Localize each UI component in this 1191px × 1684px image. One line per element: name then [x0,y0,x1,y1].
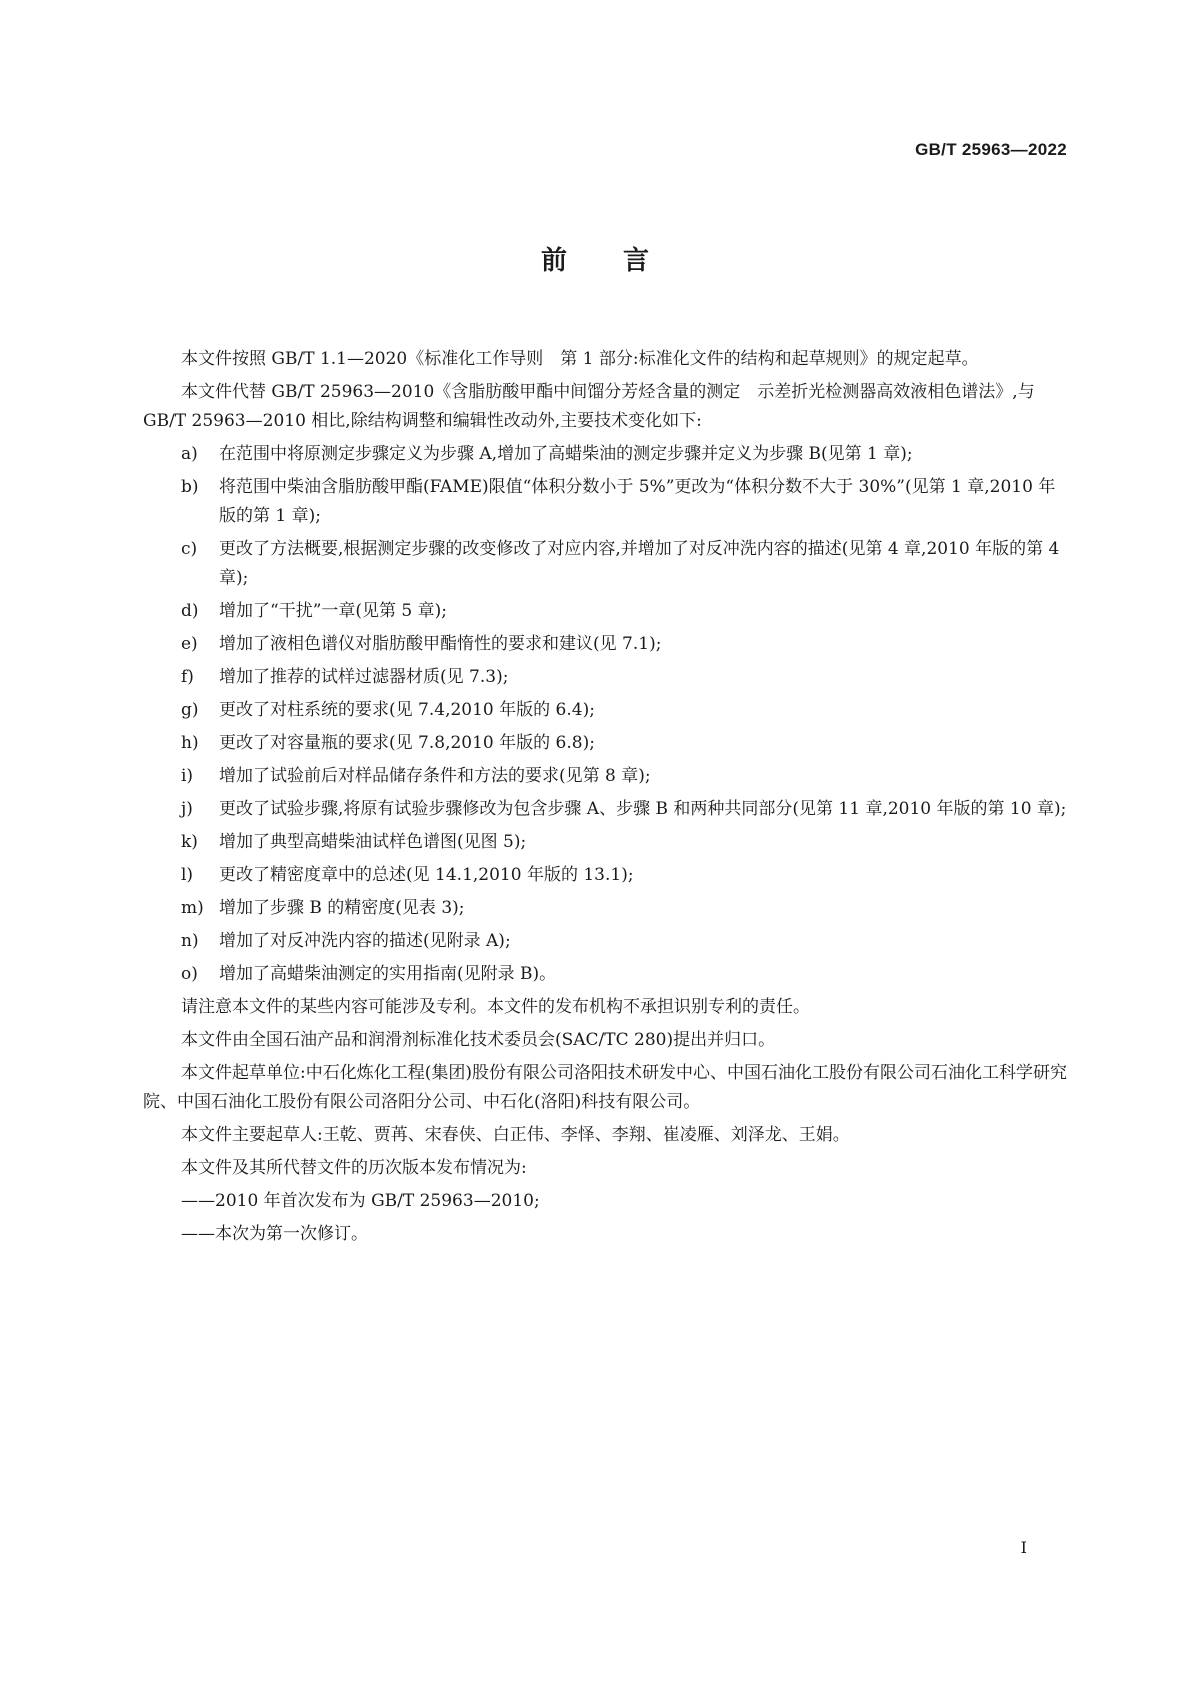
list-marker: j) [181,799,193,819]
list-item-text: 增加了步骤 B 的精密度(见表 3); [219,898,465,918]
list-item [143,696,1068,725]
list-item [143,473,1068,531]
paragraph-proposer: 本文件由全国石油产品和润滑剂标准化技术委员会(SAC/TC 280)提出并归口。 [181,1030,776,1050]
page-number: I [1020,1538,1027,1557]
list-marker: c) [181,539,198,559]
list-item-text: 更改了精密度章中的总述(见 14.1,2010 年版的 13.1); [219,865,634,885]
paragraph-history-intro: 本文件及其所代替文件的历次版本发布情况为: [181,1158,527,1178]
list-marker: a) [181,444,198,464]
paragraph-history-2010: ——2010 年首次发布为 GB/T 25963—2010; [181,1191,540,1211]
list-item [143,535,1068,593]
document-code: GB/T 25963—2022 [915,140,1067,159]
paragraph-drafting-units: 本文件起草单位:中石化炼化工程(集团)股份有限公司洛阳技术研发中心、中国石油化工股份有限公司石油化工科学研究院、中国石油化工股份有限公司洛阳分公司、中石化(洛阳)科技有限公司。 [143,1063,1067,1112]
list-item-text: 增加了推荐的试样过滤器材质(见 7.3); [219,667,509,687]
title-char-2: 言 [623,246,651,276]
title-char-1: 前 [540,246,568,276]
list-marker: d) [181,601,199,621]
list-item [143,795,1068,824]
list-item [143,597,1068,626]
list-marker: l) [181,865,194,885]
list-marker: e) [181,634,198,654]
list-item [143,762,1068,791]
list-marker: i) [181,766,194,786]
paragraph-history-current: ——本次为第一次修订。 [181,1224,368,1244]
list-item-text: 更改了对容量瓶的要求(见 7.8,2010 年版的 6.8); [219,733,595,753]
paragraph-drafters: 本文件主要起草人:王乾、贾苒、宋春侠、白正伟、李怿、李翔、崔凌雁、刘泽龙、王娟。 [181,1125,850,1145]
list-item-text: 增加了“干扰”一章(见第 5 章); [219,601,447,621]
list-item-text: 增加了试验前后对样品储存条件和方法的要求(见第 8 章); [219,766,651,786]
list-marker: m) [181,898,204,918]
list-item-text: 增加了典型高蜡柴油试样色谱图(见图 5); [219,832,527,852]
list-item [143,663,1068,692]
list-item [143,861,1068,890]
list-item-text: 增加了高蜡柴油测定的实用指南(见附录 B)。 [219,964,557,984]
list-marker: o) [181,964,198,984]
list-item [143,729,1068,758]
list-item-text: 更改了对柱系统的要求(见 7.4,2010 年版的 6.4); [219,700,595,720]
page-title [0,240,1191,277]
paragraph-drafting-basis: 本文件按照 GB/T 1.1—2020《标准化工作导则 第 1 部分:标准化文件的结构和起草规则》的规定起草。 [181,349,979,369]
list-item-text: 增加了对反冲洗内容的描述(见附录 A); [219,931,511,951]
list-item-text: 在范围中将原测定步骤定义为步骤 A,增加了高蜡柴油的测定步骤并定义为步骤 B(见第 1 章); [219,444,913,464]
list-item [143,630,1068,659]
foreword-body [143,345,1068,1253]
paragraph-replacement: 本文件代替 GB/T 25963—2010《含脂肪酸甲酯中间馏分芳烃含量的测定 示差折光检测器高效液相色谱法》,与 GB/T 25963—2010 相比,除结构调整和编辑性改动外,主要技术变化如下: [143,382,1035,431]
list-item [143,440,1068,469]
list-marker: f) [181,667,194,687]
list-item [143,828,1068,857]
list-marker: b) [181,477,199,497]
list-item-text: 更改了试验步骤,将原有试验步骤修改为包含步骤 A、步骤 B 和两种共同部分(见第 11 章,2010 年版的第 10 章); [219,799,1067,819]
paragraph-patent-notice: 请注意本文件的某些内容可能涉及专利。本文件的发布机构不承担识别专利的责任。 [181,997,810,1017]
list-item-text: 将范围中柴油含脂肪酸甲酯(FAME)限值“体积分数小于 5%”更改为“体积分数不大于 30%”(见第 1 章,2010 年版的第 1 章); [219,477,1056,526]
list-item [143,960,1068,989]
list-marker: h) [181,733,199,753]
list-item-text: 更改了方法概要,根据测定步骤的改变修改了对应内容,并增加了对反冲洗内容的描述(见第 4 章,2010 年版的第 4 章); [219,539,1060,588]
list-item-text: 增加了液相色谱仪对脂肪酸甲酯惰性的要求和建议(见 7.1); [219,634,662,654]
list-marker: k) [181,832,198,852]
list-marker: n) [181,931,199,951]
list-item [143,927,1068,956]
list-marker: g) [181,700,199,720]
list-item [143,894,1068,923]
